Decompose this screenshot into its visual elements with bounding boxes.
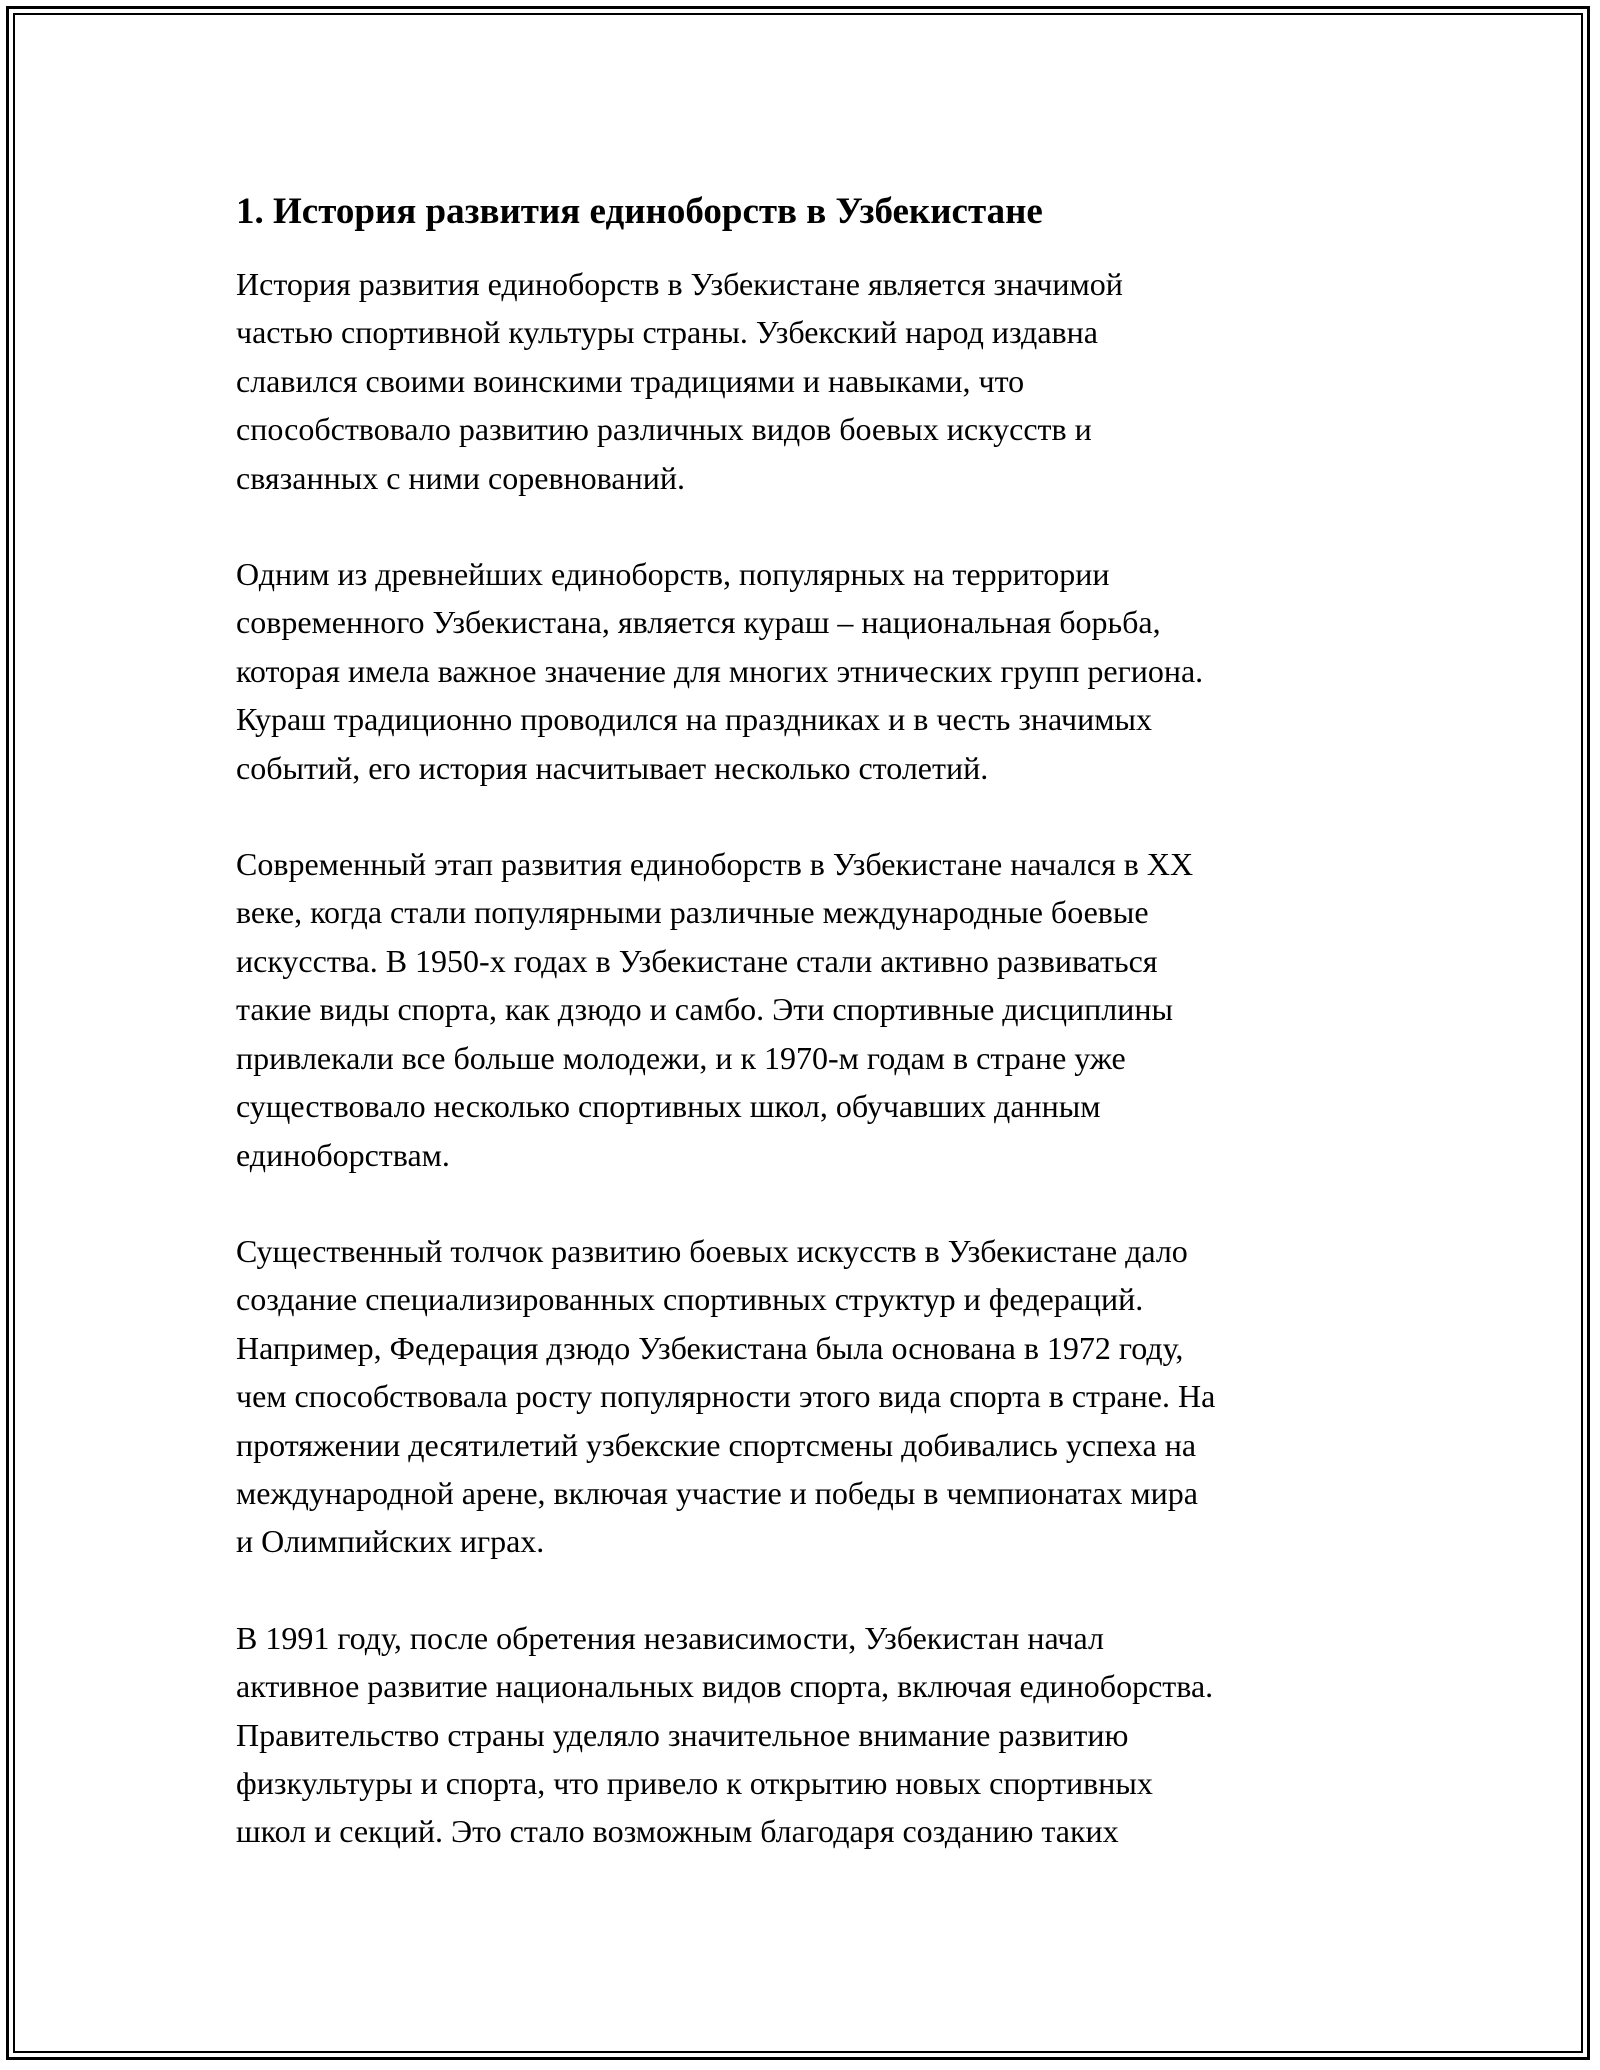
text-line: В 1991 году, после обретения независимости, Узбекистан начал bbox=[236, 1619, 1104, 1656]
text-line: чем способствовала росту популярности этого вида спорта в стране. На bbox=[236, 1378, 1216, 1415]
text-line: частью спортивной культуры страны. Узбекский народ издавна bbox=[236, 314, 1098, 351]
text-line: событий, его история насчитывает несколько столетий. bbox=[236, 749, 989, 786]
text-line: протяжении десятилетий узбекские спортсмены добивались успеха на bbox=[236, 1426, 1197, 1463]
document-body bbox=[236, 186, 1376, 1904]
text-line: единоборствам. bbox=[236, 1136, 450, 1173]
text-line: создание специализированных спортивных структур и федераций. bbox=[236, 1281, 1144, 1318]
text-line: История развития единоборств в Узбекистане является значимой bbox=[236, 266, 1123, 302]
text-line: Кураш традиционно проводился на праздниках и в честь значимых bbox=[236, 701, 1152, 738]
paragraph-3 bbox=[236, 840, 1376, 1179]
text-line: Существенный толчок развитию боевых искусств в Узбекистане дало bbox=[236, 1232, 1188, 1269]
text-line: существовало несколько спортивных школ, обучавших данным bbox=[236, 1088, 1101, 1125]
text-line: славился своими воинскими традициями и навыками, что bbox=[236, 362, 1025, 399]
text-line: активное развитие национальных видов спорта, включая единоборства. bbox=[236, 1668, 1214, 1705]
paragraph-5 bbox=[236, 1614, 1376, 1856]
text-line: которая имела важное значение для многих этнических групп региона. bbox=[236, 652, 1204, 689]
text-line: международной арене, включая участие и победы в чемпионатах мира bbox=[236, 1474, 1198, 1511]
text-line: искусства. В 1950-х годах в Узбекистане стали активно развиваться bbox=[236, 942, 1158, 979]
text-line: Например, Федерация дзюдо Узбекистана была основана в 1972 году, bbox=[236, 1329, 1184, 1366]
text-line: связанных с ними соревнований. bbox=[236, 459, 685, 496]
text-line: школ и секций. Это стало возможным благодаря созданию таких bbox=[236, 1813, 1119, 1850]
text-line: привлекали все больше молодежи, и к 1970-м годам в стране уже bbox=[236, 1039, 1126, 1076]
text-line: и Олимпийских играх. bbox=[236, 1523, 545, 1560]
text-line: физкультуры и спорта, что привело к открытию новых спортивных bbox=[236, 1764, 1153, 1801]
paragraph-2 bbox=[236, 550, 1376, 792]
text-line: Одним из древнейших единоборств, популярных на территории bbox=[236, 556, 1110, 593]
text-line: Правительство страны уделяло значительное внимание развитию bbox=[236, 1716, 1129, 1753]
text-line: способствовало развитию различных видов боевых искусств и bbox=[236, 411, 1092, 448]
text-line: такие виды спорта, как дзюдо и самбо. Эти спортивные дисциплины bbox=[236, 991, 1173, 1028]
paragraph-1 bbox=[236, 260, 1376, 502]
text-line: Современный этап развития единоборств в Узбекистане начался в XX bbox=[236, 846, 1194, 883]
text-line: веке, когда стали популярными различные международные боевые bbox=[236, 894, 1149, 931]
paragraph-4 bbox=[236, 1227, 1376, 1566]
section-heading: 1. История развития единоборств в Узбекистане bbox=[236, 191, 1043, 232]
text-line: современного Узбекистана, является кураш – национальная борьба, bbox=[236, 604, 1161, 641]
